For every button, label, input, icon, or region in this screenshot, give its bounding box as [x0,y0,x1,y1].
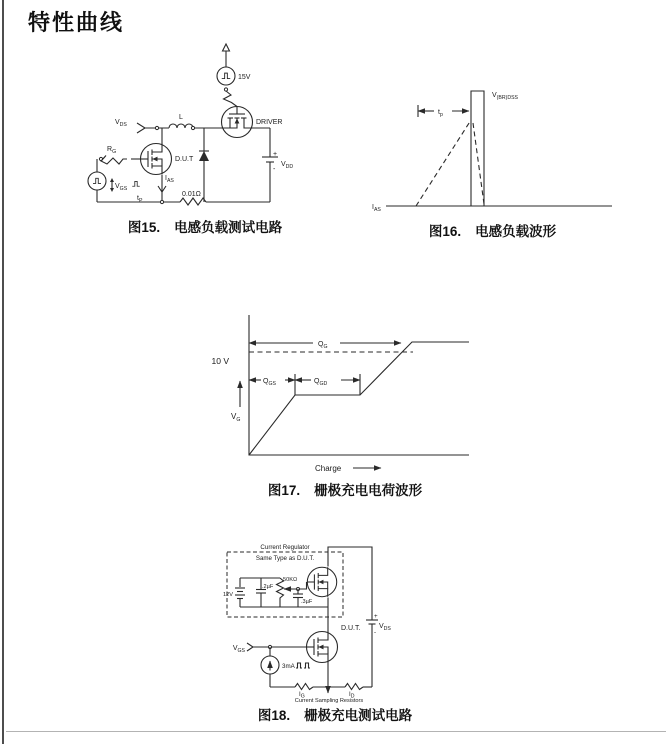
vgs-label: $V_{GS}$ [232,645,245,654]
vds-label: $V_{DS}$ [115,119,127,128]
gate-drive-network [88,146,143,204]
diode-icon [199,151,209,161]
gate-voltage-curve [249,342,469,455]
current-source-label: 3mA [282,663,295,670]
ig-label: $I_G$ [299,691,305,700]
battery-plus-label: + [273,151,278,158]
dut-branch [307,598,361,694]
fig18-caption-text: 栅极充电测试电路 [304,708,413,723]
driver-mosfet [222,107,283,138]
id-resistor-icon [345,684,363,690]
fig17-caption [195,479,495,499]
pulse-source-icon [217,67,235,85]
page-left-border [2,0,4,744]
shunt-label: 0.01Ω [182,191,201,198]
avalanche-voltage-pulse [471,91,484,206]
vg-axis-label [231,381,240,423]
fig16-inductive-load-waveform [370,82,620,218]
qgd-label: $Q_{GD}$ [314,378,328,387]
fig16-caption [370,220,615,240]
updown-arrow-icon [110,188,114,192]
charge-axis-label [315,464,381,473]
gate-resistor-icon [224,91,238,107]
ias-axis-label: $I_{AS}$ [372,204,381,213]
driver-label: DRIVER [256,119,283,126]
fig18-gate-charge-test-circuit [195,535,460,703]
regulator-internals [223,567,337,607]
page-bottom-rule [6,731,666,732]
cap2-label: .3µF [301,599,313,605]
regulator-title-line2: Same Type as D.U.T. [255,555,315,562]
rg-resistor-icon [101,156,127,165]
bottom-wire [97,190,270,205]
charge-label: Charge [315,464,342,473]
vds-label: $V_{DS}$ [379,623,391,632]
id-label: $I_D$ [349,691,355,700]
qgs-label: $Q_{GS}$ [263,378,276,387]
pulse-glyph-icon [296,663,310,668]
regulator-mosfet [307,567,336,596]
pot-label: 50KΩ [283,577,298,583]
dut-label: D.U.T. [341,625,361,632]
axes [249,315,469,455]
ig-resistor-icon [295,684,313,690]
shunt-resistor-icon [180,198,206,205]
gate-pulse-glyph-icon [132,181,140,186]
tp-label: $t_P$ [137,195,143,204]
fig16-caption-number: 图16. [428,224,462,239]
fig16-caption-text: 电感负载波形 [475,224,557,239]
vds-plus-label: + [374,613,378,620]
vds-probe-arrow-icon [137,123,145,133]
fig17-waveform-plot [175,305,480,477]
supply-voltage-label: 15V [238,74,251,81]
sampling-resistors [270,684,372,704]
gate-pulse-source-icon [88,172,106,190]
fig18-caption [195,704,475,724]
main-wire [115,114,222,133]
tp-dimension [418,105,469,118]
current-ramp-dashed [416,120,471,206]
rg-label: $R_G$ [107,146,117,155]
regulator-title-line1: Current Regulator [260,544,310,551]
vgs-probe-arrow-icon [247,643,253,651]
fig15-caption-text: 电感负载测试电路 [174,220,283,235]
battery-minus-label: - [273,166,276,173]
supply-rail [217,44,251,107]
fig17-caption-number: 图17. [267,483,301,498]
current-fall-dashed [473,123,484,204]
fig15-caption-number: 图15. [127,220,161,235]
fig15-circuit-diagram [85,40,330,215]
vdd-label: $V_{DD}$ [281,161,294,170]
sampling-resistors-label: Current Sampling Resistors [294,698,364,703]
ten-volt-label: 10 V [211,356,229,366]
qgs-dimension [249,374,295,395]
vds-minus-label: - [374,629,377,636]
vg-label: $V_G$ [231,412,241,423]
vbrdss-label: $V_{(BR)DSS}$ [492,92,518,101]
inductor-icon [169,124,193,128]
inductor-label: L [179,114,183,121]
fig15-caption [85,216,325,236]
battery-12v-label: 12V [223,592,233,598]
updown-arrow-icon [110,178,114,182]
dut-label: D.U.T [175,156,194,163]
tp-label: $t_p$ [438,109,443,118]
dut-mosfet [307,632,338,663]
supply-arrow-icon [223,44,230,51]
cap1-label: .2µF [262,584,274,590]
fig17-caption-text: 栅极充电电荷波形 [314,483,423,498]
fig17-gate-charge-waveform [175,305,480,477]
ias-label: $I_{AS}$ [165,175,174,184]
gate-drive [233,643,310,687]
qg-label: $Q_G$ [318,341,328,350]
vgs-label: $V_{GS}$ [115,183,128,192]
fig16-waveform-plot [370,82,620,218]
fig18-circuit-diagram [195,535,460,703]
page-title: 特性曲线 [28,10,125,35]
fig15-inductive-load-test-circuit [85,40,330,215]
fig18-caption-number: 图18. [257,708,291,723]
qg-dimension [249,341,401,350]
drain-supply-rail [328,547,391,687]
qgd-dimension [295,374,360,395]
vdd-branch [253,128,294,202]
